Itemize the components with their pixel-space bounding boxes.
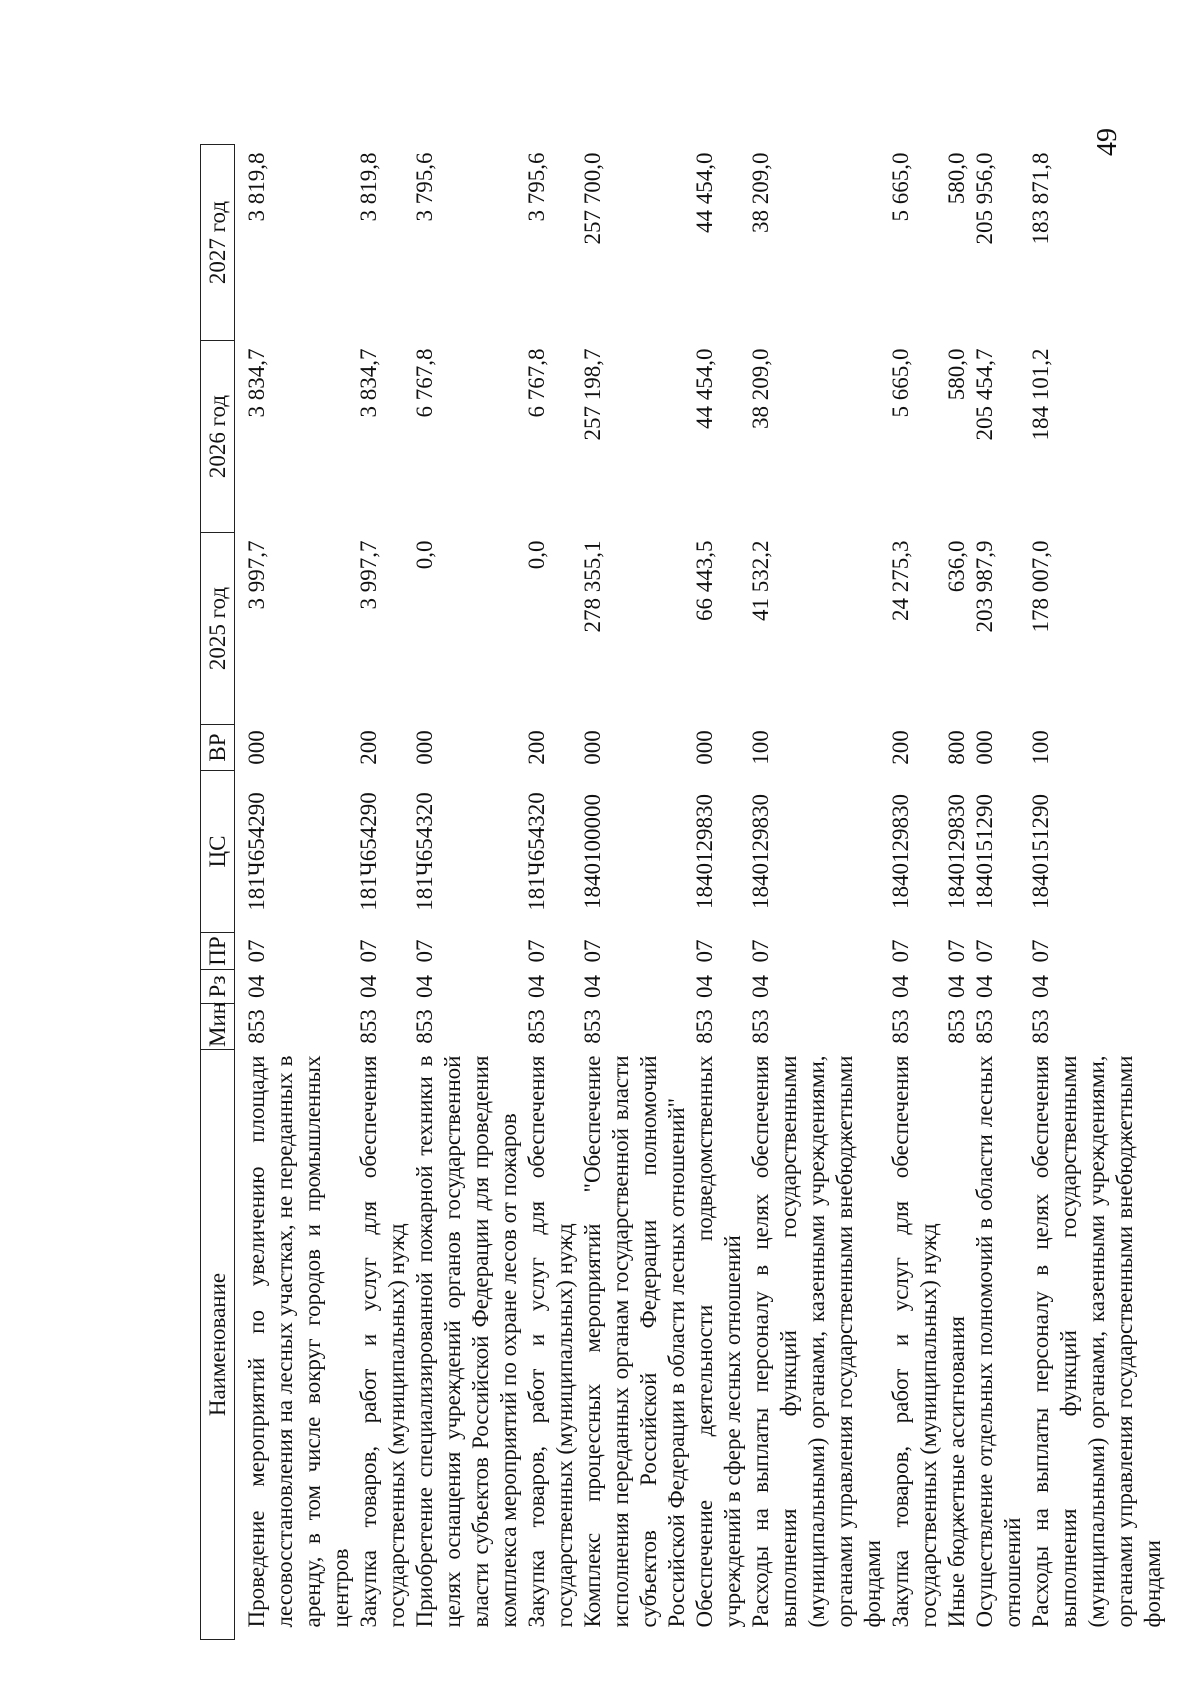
row-min: 853 (888, 1009, 913, 1044)
row-2026: 5 665,0 (888, 348, 913, 418)
row-min: 853 (1028, 1009, 1053, 1044)
row-2025: 278 355,1 (580, 540, 605, 633)
row-name: Осуществление отдельных полномочий в области лесных отношений (972, 1055, 1025, 1628)
row-pr: 07 (888, 939, 913, 963)
page-number: 49 (1092, 128, 1123, 156)
row-name: Закупка товаров, работ и услуг для обеспечения государственных (муниципальных) нужд (356, 1055, 409, 1628)
header-vr: ВР (201, 725, 235, 771)
row-2026: 6 767,8 (412, 348, 437, 418)
table-header-row (201, 145, 235, 1640)
row-2027: 44 454,0 (692, 152, 717, 233)
row-rz: 04 (944, 975, 969, 998)
row-2026: 580,0 (944, 348, 969, 401)
row-cs: 1840100000 (580, 794, 605, 909)
row-vr: 200 (524, 730, 549, 765)
table-row (235, 145, 356, 1640)
row-2027: 3 819,8 (244, 152, 269, 222)
row-2025: 178 007,0 (1028, 540, 1053, 633)
row-cs: 1840129830 (944, 794, 969, 909)
row-2027: 3 819,8 (356, 152, 381, 222)
header-rz: Рз (201, 970, 235, 1004)
row-rz: 04 (692, 975, 717, 998)
row-pr: 07 (580, 939, 605, 963)
row-2025: 66 443,5 (692, 540, 717, 621)
row-name: Расходы на выплаты персоналу в целях обеспечения выполнения функций государственными (муниципальными) органами, казенными учреждениями, органами управления государственными внебюджетными фондами (1028, 1055, 1165, 1628)
row-2025: 203 987,9 (972, 540, 997, 633)
row-min: 853 (356, 1009, 381, 1044)
row-2025: 41 532,2 (748, 540, 773, 621)
header-cs: ЦС (201, 771, 235, 933)
row-cs: 181Ч654320 (524, 792, 549, 911)
row-2025: 3 997,7 (244, 540, 269, 610)
table-row (579, 145, 691, 1640)
row-rz: 04 (356, 975, 381, 998)
row-min: 853 (580, 1009, 605, 1044)
rotated-page-content (200, 145, 1165, 1640)
row-pr: 07 (356, 939, 381, 963)
row-2026: 257 198,7 (580, 348, 605, 441)
table-row (943, 145, 971, 1640)
row-2025: 636,0 (944, 540, 969, 593)
row-name: Расходы на выплаты персоналу в целях обеспечения выполнения функций государственными (муниципальными) органами, казенными учреждениями, органами управления государственными внебюджетными фондами (748, 1055, 885, 1628)
row-2027: 580,0 (944, 152, 969, 205)
row-2026: 6 767,8 (524, 348, 549, 418)
row-min: 853 (748, 1009, 773, 1044)
row-vr: 000 (412, 730, 437, 765)
row-rz: 04 (524, 975, 549, 998)
row-vr: 200 (356, 730, 381, 765)
row-2025: 3 997,7 (356, 540, 381, 610)
row-cs: 181Ч654290 (356, 792, 381, 911)
row-vr: 000 (244, 730, 269, 765)
row-cs: 1840151290 (1028, 794, 1053, 909)
row-2026: 184 101,2 (1028, 348, 1053, 441)
row-pr: 07 (1028, 939, 1053, 963)
header-pr: ПР (201, 933, 235, 970)
row-name: Иные бюджетные ассигнования (944, 1316, 969, 1628)
table-row (747, 145, 887, 1640)
row-pr: 07 (748, 939, 773, 963)
row-2026: 44 454,0 (692, 348, 717, 429)
row-2025: 24 275,3 (888, 540, 913, 621)
row-name: Обеспечение деятельности подведомственных учреждений в сфере лесных отношений (692, 1055, 745, 1628)
header-2026: 2026 год (201, 341, 235, 533)
row-2026: 205 454,7 (972, 348, 997, 441)
row-2025: 0,0 (412, 540, 437, 570)
row-vr: 100 (748, 730, 773, 765)
row-rz: 04 (972, 975, 997, 998)
row-2027: 183 871,8 (1028, 152, 1053, 245)
row-rz: 04 (1028, 975, 1053, 998)
row-min: 853 (244, 1009, 269, 1044)
row-pr: 07 (524, 939, 549, 963)
row-rz: 04 (748, 975, 773, 998)
header-2027: 2027 год (201, 145, 235, 341)
row-2027: 205 956,0 (972, 152, 997, 245)
row-2027: 257 700,0 (580, 152, 605, 245)
table-row (411, 145, 523, 1640)
row-name: Проведение мероприятий по увеличению площади лесовосстановления на лесных участках, не переданных в аренду, в том числе вокруг городов и промышленных центров (244, 1055, 353, 1628)
row-name: Приобретение специализированной пожарной техники в целях оснащения учреждений органов государственной власти субъектов Российской Федерации для проведения комплекса мероприятий по охране лесов от пожаров (412, 1055, 521, 1628)
row-pr: 07 (244, 939, 269, 963)
row-cs: 1840151290 (972, 794, 997, 909)
row-pr: 07 (412, 939, 437, 963)
row-min: 853 (412, 1009, 437, 1044)
budget-table (200, 144, 1167, 1640)
row-name: Комплекс процессных мероприятий "Обеспечение исполнения переданных органам государственной власти субъектов Российской Федерации полномочий Российской Федерации в области лесных отношений" (580, 1055, 689, 1628)
table-row (523, 145, 579, 1640)
row-rz: 04 (888, 975, 913, 998)
row-min: 853 (972, 1009, 997, 1044)
row-2026: 38 209,0 (748, 348, 773, 429)
row-name: Закупка товаров, работ и услуг для обеспечения государственных (муниципальных) нужд (524, 1055, 577, 1628)
row-vr: 000 (692, 730, 717, 765)
row-vr: 000 (580, 730, 605, 765)
row-min: 853 (524, 1009, 549, 1044)
header-name: Наименование (201, 1050, 235, 1640)
row-2026: 3 834,7 (244, 348, 269, 418)
row-2027: 3 795,6 (524, 152, 549, 222)
row-cs: 1840129830 (888, 794, 913, 909)
row-rz: 04 (412, 975, 437, 998)
row-pr: 07 (692, 939, 717, 963)
row-pr: 07 (972, 939, 997, 963)
row-cs: 1840129830 (692, 794, 717, 909)
table-row (1027, 145, 1167, 1640)
row-min: 853 (692, 1009, 717, 1044)
header-2025: 2025 год (201, 533, 235, 725)
row-2027: 5 665,0 (888, 152, 913, 222)
row-vr: 100 (1028, 730, 1053, 765)
row-2026: 3 834,7 (356, 348, 381, 418)
table-body (235, 145, 1168, 1640)
row-cs: 181Ч654320 (412, 792, 437, 911)
row-vr: 200 (888, 730, 913, 765)
row-vr: 000 (972, 730, 997, 765)
table-row (355, 145, 411, 1640)
row-2027: 38 209,0 (748, 152, 773, 233)
table-row (887, 145, 943, 1640)
row-pr: 07 (944, 939, 969, 963)
row-2027: 3 795,6 (412, 152, 437, 222)
row-rz: 04 (244, 975, 269, 998)
table-row (971, 145, 1027, 1640)
header-min: Мин (201, 1004, 235, 1050)
table-row (691, 145, 747, 1640)
row-name: Закупка товаров, работ и услуг для обеспечения государственных (муниципальных) нужд (888, 1055, 941, 1628)
row-min: 853 (944, 1009, 969, 1044)
row-rz: 04 (580, 975, 605, 998)
row-2025: 0,0 (524, 540, 549, 570)
row-vr: 800 (944, 730, 969, 765)
row-cs: 181Ч654290 (244, 792, 269, 911)
row-cs: 1840129830 (748, 794, 773, 909)
